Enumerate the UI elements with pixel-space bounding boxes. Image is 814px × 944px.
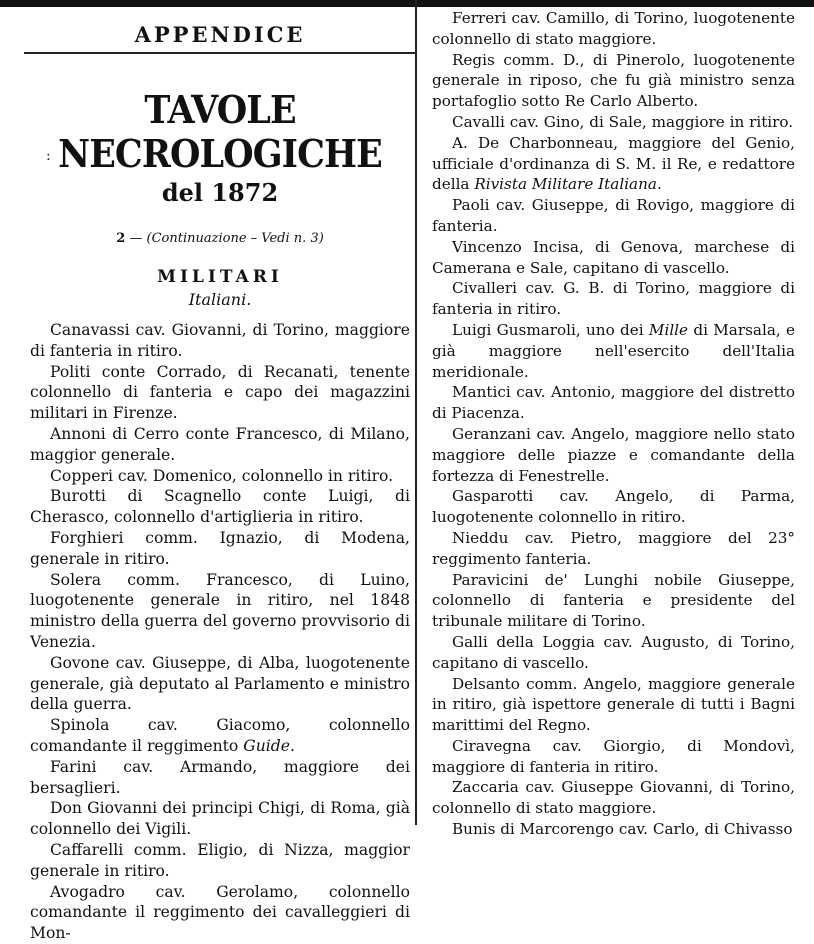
entry-italic: Mille (648, 320, 689, 339)
entry-text: A. De Charbonneau, maggiore del Genio, ufficiale d'ordinanza di S. M. il Re, e redattore della (432, 133, 795, 194)
obituary-entry: Don Giovanni dei principi Chigi, di Roma, già colonnello dei Vigili. (30, 799, 410, 839)
obituary-entry: Politi conte Corrado, di Recanati, tenente colonnello di fanteria e capo dei magazzini militari in Firenze. (30, 362, 410, 423)
article-year: del 1872 (161, 178, 279, 207)
obituary-entry: Cavalli cav. Gino, di Sale, maggiore in ritiro. (452, 112, 794, 131)
obituary-entry: Avogadro cav. Gerolamo, colonnello comandante il reggimento dei cavalleggieri di Mon- (30, 882, 410, 943)
entry-italic: Guide. (243, 736, 295, 755)
obituary-entry: Farini cav. Armando, maggiore dei bersaglieri. (30, 757, 410, 797)
top-rule (0, 0, 814, 7)
obituary-entry: Mantici cav. Antonio, maggiore del distretto di Piacenza. (432, 383, 795, 423)
obituary-entry: Nieddu cav. Pietro, maggiore del 23° reggimento fanteria. (432, 528, 795, 568)
obituary-entry: Paravicini de' Lunghi nobile Giuseppe, colonnello di fanteria e presidente del tribunale militare di Torino. (432, 570, 795, 631)
category-subheading: Italiani. (188, 290, 252, 309)
continuation-text: — (Continuazione – Vedi n. 3) (129, 231, 324, 246)
obituary-entry: Burotti di Scagnello conte Luigi, di Cherasco, colonnello d'artiglieria in ritiro. (30, 487, 410, 527)
obituary-entry: Regis comm. D., di Pinerolo, luogotenente generale in riposo, che fu già ministro senza portafoglio sotto Re Carlo Alberto. (432, 50, 795, 111)
obituary-entry: Gasparotti cav. Angelo, di Parma, luogotenente colonnello in ritiro. (432, 487, 795, 527)
right-column (432, 8, 795, 840)
article-title: TAVOLE NECROLOGICHE (58, 87, 382, 176)
obituary-entry (432, 133, 795, 195)
entry-italic: Rivista Militare Italiana. (474, 175, 662, 194)
obituary-entry: Geranzani cav. Angelo, maggiore nello stato maggiore delle piazze e comandante della fortezza di Fenestrelle. (432, 424, 795, 485)
obituary-entry: Civalleri cav. G. B. di Torino, maggiore di fanteria in ritiro. (432, 279, 795, 319)
obituary-entry: Bunis di Marcorengo cav. Carlo, di Chivasso (452, 820, 793, 839)
entry-text: Luigi Gusmaroli, uno dei (452, 320, 649, 339)
obituary-entry: Canavassi cav. Giovanni, di Torino, maggiore di fanteria in ritiro. (30, 321, 410, 360)
obituary-entry: Zaccaria cav. Giuseppe Giovanni, di Torino, colonnello di stato maggiore. (432, 778, 795, 818)
obituary-entry: Delsanto comm. Angelo, maggiore generale in ritiro, già ispettore generale di tutti i Bagni marittimi del Regno. (432, 674, 795, 735)
obituary-entry: Vincenzo Incisa, di Genova, marchese di Camerana e Sale, capitano di vascello. (432, 237, 795, 277)
obituary-entry: Caffarelli comm. Eligio, di Nizza, maggior generale in ritiro. (30, 840, 410, 880)
left-column (30, 8, 410, 944)
obituary-entry: Solera comm. Francesco, di Luino, luogotenente generale in ritiro, nel 1848 ministro della guerra del governo provvisorio di Venezia. (30, 570, 410, 651)
continuation-note (30, 230, 410, 248)
obituary-entry: Copperi cav. Domenico, colonnello in ritiro. (50, 466, 394, 485)
column-divider (415, 0, 417, 825)
obituary-entry (432, 320, 795, 382)
obituary-entry: Galli della Loggia cav. Augusto, di Torino, capitano di vascello. (432, 632, 795, 672)
obituary-entry: Ciravegna cav. Giorgio, di Mondovì, maggiore di fanteria in ritiro. (432, 736, 795, 776)
margin-mark: : (46, 148, 51, 164)
part-number: 2 (116, 231, 126, 246)
category-heading: MILITARI (157, 267, 283, 287)
entry-text: Spinola cav. Giacomo, colonnello comandante il reggimento (30, 716, 410, 755)
obituary-entry: Annoni di Cerro conte Francesco, di Milano, maggior generale. (30, 424, 410, 464)
obituary-entry: Paoli cav. Giuseppe, di Rovigo, maggiore di fanteria. (432, 196, 795, 235)
obituary-entry (30, 715, 410, 757)
obituary-entry: Govone cav. Giuseppe, di Alba, luogotenente generale, già deputato al Parlamento e ministro della guerra. (30, 653, 410, 714)
entry-text-rest: di Marsala, e già maggiore nell'esercito dell'Italia meridionale. (432, 320, 795, 381)
obituary-entry: Ferreri cav. Camillo, di Torino, luogotenente colonnello di stato maggiore. (432, 9, 795, 48)
section-header: APPENDICE (24, 8, 416, 54)
obituary-entry: Forghieri comm. Ignazio, di Modena, generale in ritiro. (30, 528, 410, 568)
